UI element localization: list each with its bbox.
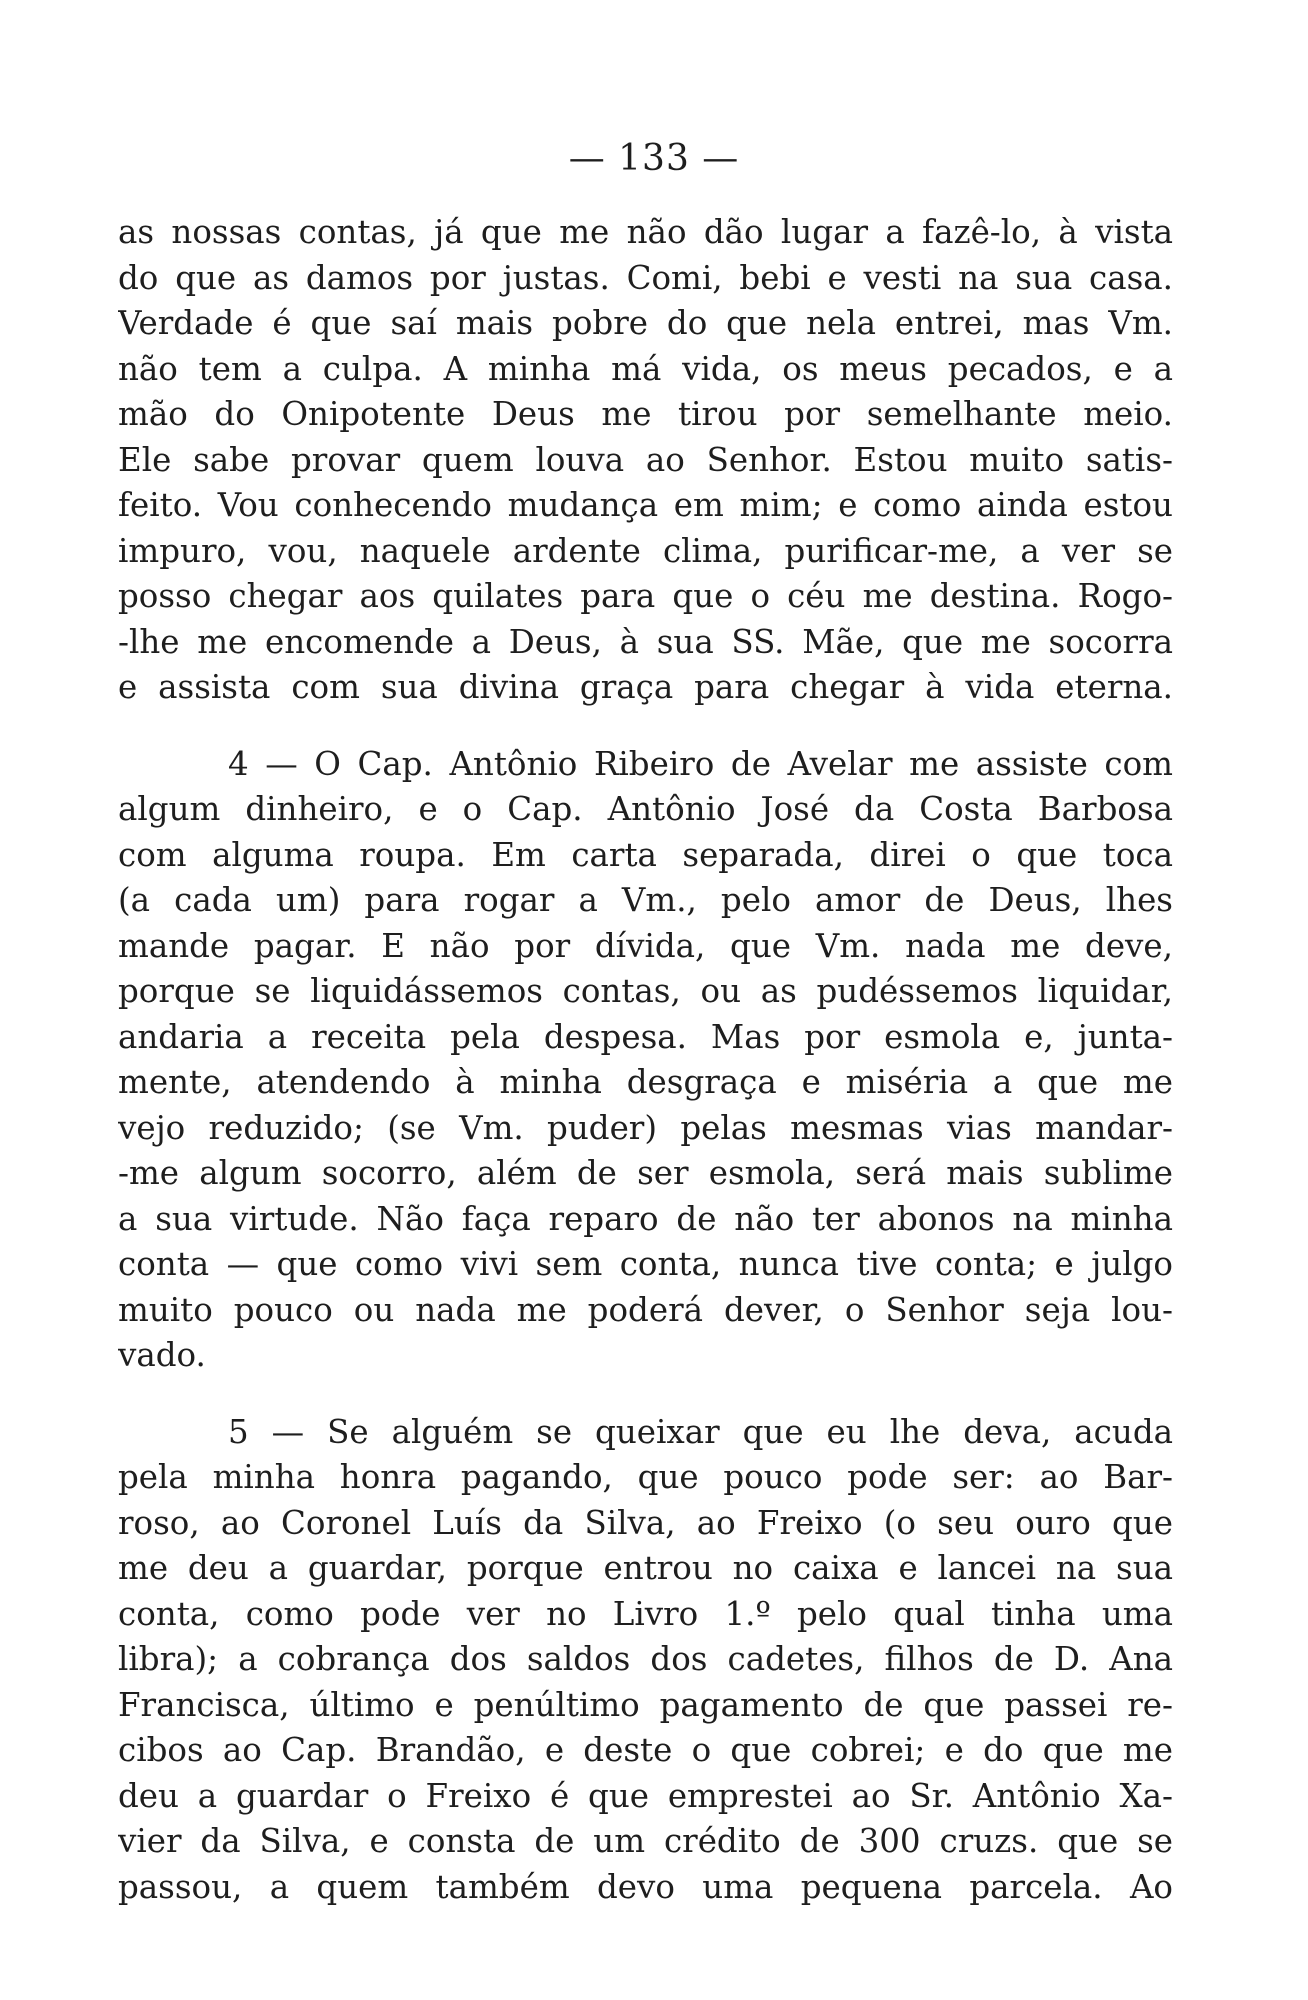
text-line: vier da Silva, e consta de um crédito de 300 cruzs. que se — [118, 1822, 1173, 1860]
text-line: cibos ao Cap. Brandão, e deste o que cobrei; e do que me — [118, 1731, 1173, 1769]
text-line: 5 — Se alguém se queixar que eu lhe deva, acuda — [228, 1412, 1173, 1451]
page-number: — 133 — — [568, 138, 740, 179]
text-line: passou, a quem também devo uma pequena parcela. Ao — [118, 1867, 1173, 1906]
text-line: conta — que como vivi sem conta, nunca tive conta; e julgo — [118, 1245, 1173, 1283]
text-line: roso, ao Coronel Luís da Silva, ao Freixo (o seu ouro que — [118, 1503, 1173, 1542]
text-line: feito. Vou conhecendo mudança em mim; e como ainda estou — [118, 486, 1173, 524]
text-line: algum dinheiro, e o Cap. Antônio José da Costa Barbosa — [118, 790, 1173, 828]
text-line: Verdade é que saí mais pobre do que nela entrei, mas Vm. — [118, 304, 1173, 342]
text-line: 4 — O Cap. Antônio Ribeiro de Avelar me assiste com — [228, 744, 1173, 783]
text-line: e assista com sua divina graça para chegar à vida eterna. — [118, 668, 1173, 706]
text-line: andaria a receita pela despesa. Mas por esmola e, junta- — [118, 1017, 1173, 1056]
text-line: -me algum socorro, além de ser esmola, será mais sublime — [118, 1154, 1173, 1192]
text-line: não tem a culpa. A minha má vida, os meus pecados, e a — [118, 349, 1173, 388]
paragraph — [118, 210, 1173, 711]
text-line: muito pouco ou nada me poderá dever, o Senhor seja lou- — [118, 1290, 1173, 1329]
text-line: vejo reduzido; (se Vm. puder) pelas mesmas vias mandar- — [118, 1108, 1173, 1147]
body-text — [118, 210, 1173, 1910]
text-line: a sua virtude. Não faça reparo de não ter abonos na minha — [118, 1199, 1173, 1238]
text-line: Ele sabe provar quem louva ao Senhor. Estou muito satis- — [118, 440, 1173, 479]
text-line: vado. — [118, 1336, 206, 1374]
text-line: mande pagar. E não por dívida, que Vm. nada me deve, — [118, 926, 1173, 965]
text-line: impuro, vou, naquele ardente clima, purificar-me, a ver se — [118, 531, 1173, 570]
text-line: libra); a cobrança dos saldos dos cadetes, filhos de D. Ana — [118, 1640, 1173, 1678]
text-line: as nossas contas, já que me não dão lugar a fazê-lo, à vista — [118, 213, 1173, 251]
text-line: do que as damos por justas. Comi, bebi e vesti na sua casa. — [118, 258, 1173, 297]
paragraph — [118, 1410, 1173, 1911]
text-line: conta, como pode ver no Livro 1.º pelo qual tinha uma — [118, 1594, 1173, 1633]
text-line: me deu a guardar, porque entrou no caixa e lancei na sua — [118, 1549, 1173, 1587]
text-line: mão do Onipotente Deus me tirou por semelhante meio. — [118, 395, 1173, 433]
text-line: mente, atendendo à minha desgraça e miséria a que me — [118, 1063, 1173, 1101]
text-line: Francisca, último e penúltimo pagamento de que passei re- — [118, 1685, 1173, 1724]
text-line: deu a guardar o Freixo é que emprestei ao Sr. Antônio Xa- — [118, 1776, 1173, 1815]
text-line: -lhe me encomende a Deus, à sua SS. Mãe, que me socorra — [118, 622, 1173, 661]
paragraph — [118, 742, 1173, 1379]
text-line: posso chegar aos quilates para que o céu me destina. Rogo- — [118, 577, 1173, 615]
text-line: pela minha honra pagando, que pouco pode ser: ao Bar- — [118, 1458, 1173, 1496]
text-line: porque se liquidássemos contas, ou as pudéssemos liquidar, — [118, 972, 1173, 1010]
text-line: com alguma roupa. Em carta separada, direi o que toca — [118, 835, 1173, 874]
text-line: (a cada um) para rogar a Vm., pelo amor de Deus, lhes — [118, 881, 1173, 919]
